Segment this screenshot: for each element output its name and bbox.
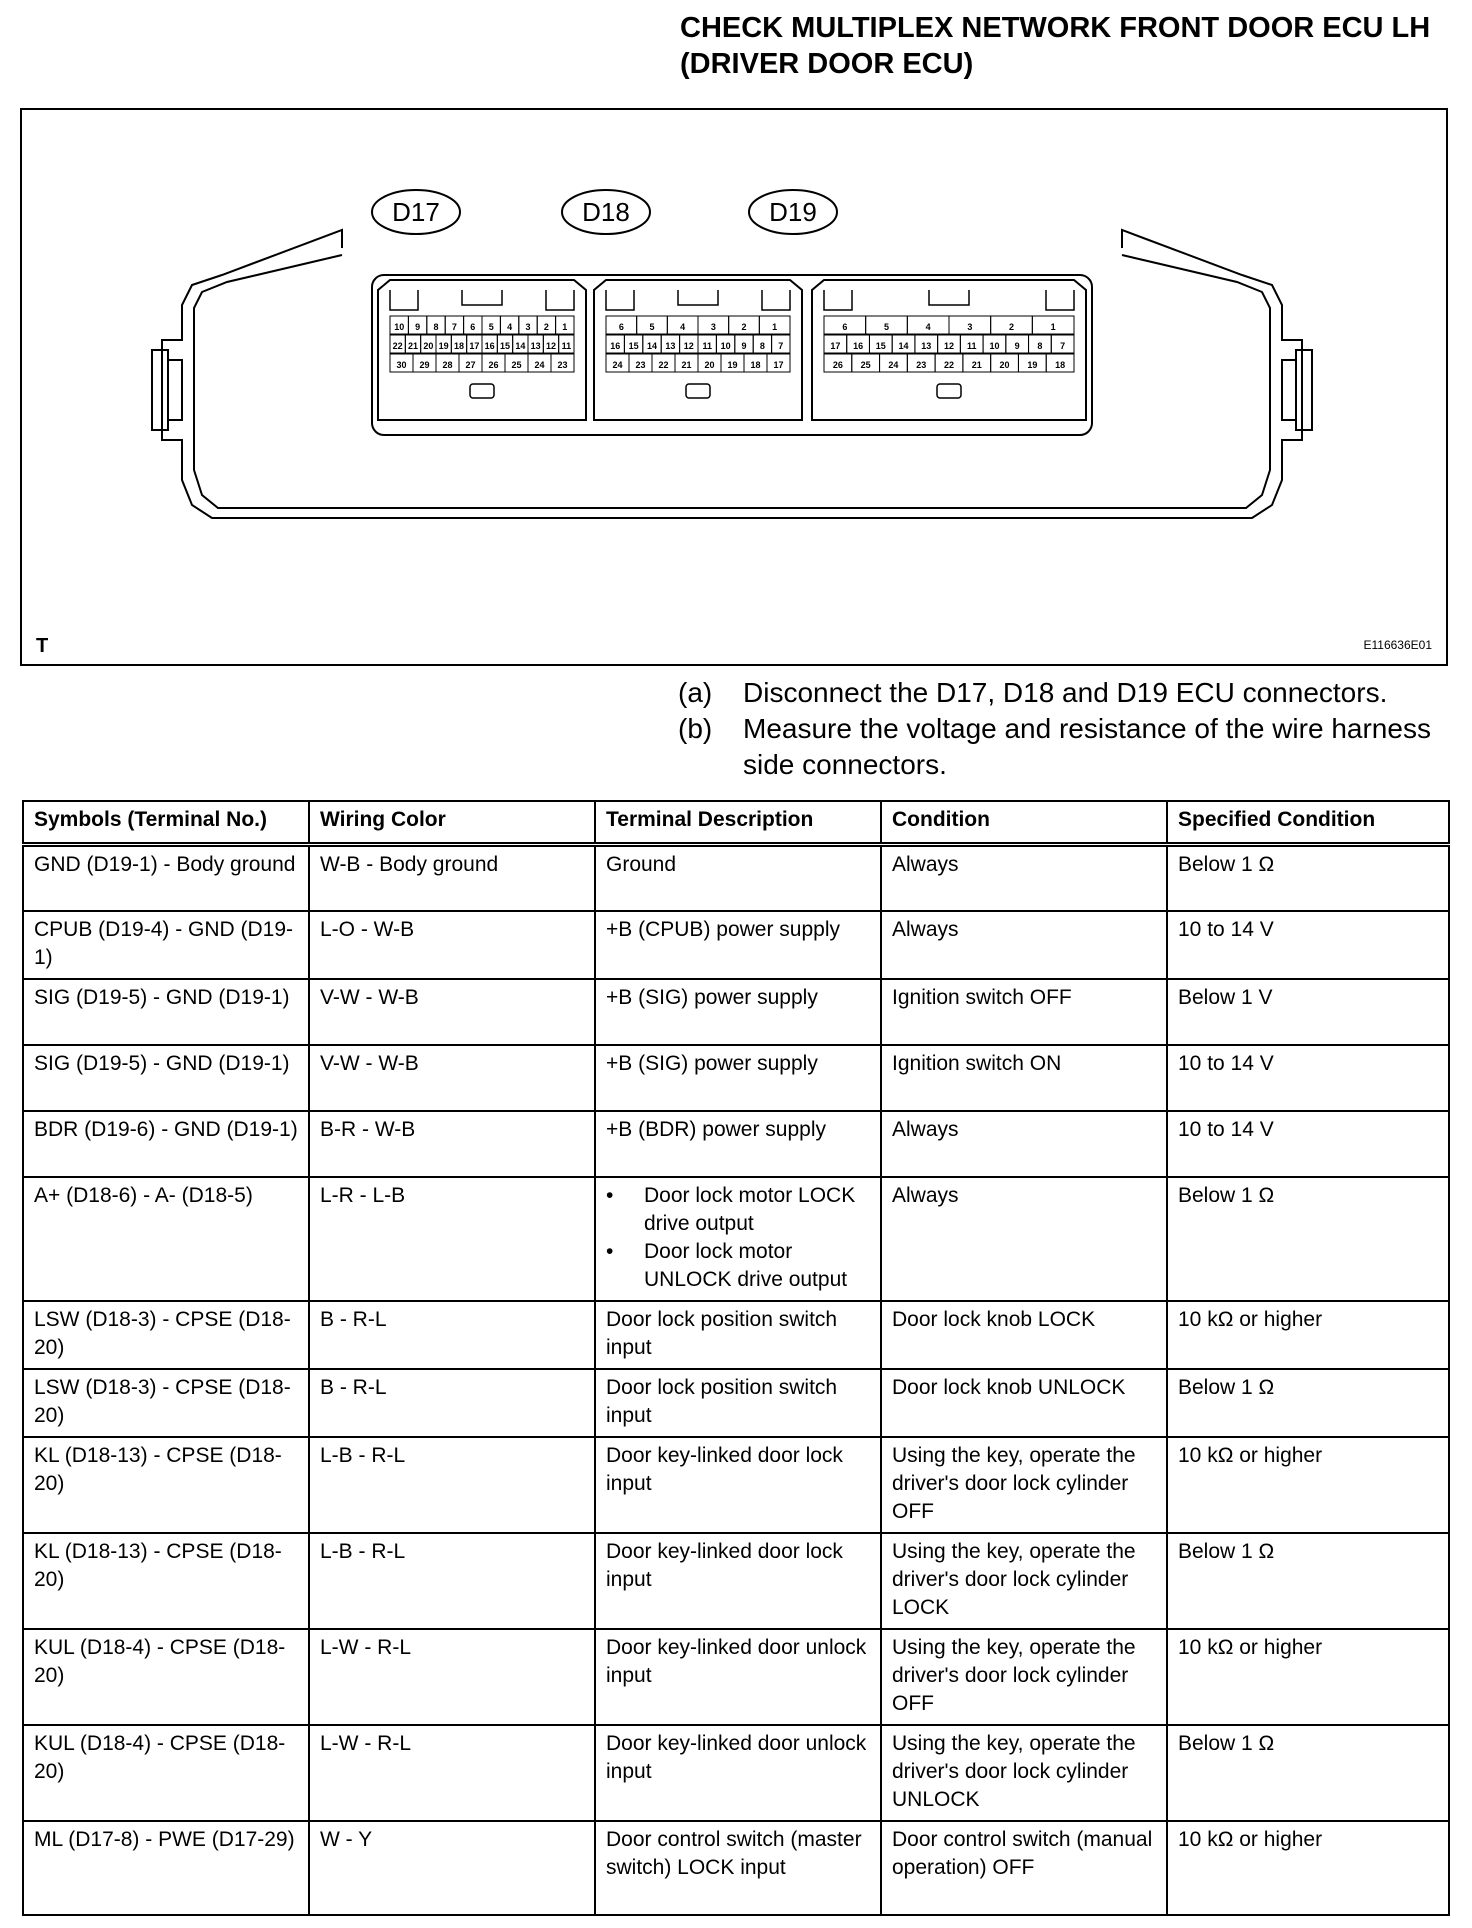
pin-number: 7 (1060, 341, 1066, 351)
pin-number: 12 (683, 341, 694, 351)
table-cell: Always (881, 1177, 1167, 1301)
bullet-list (606, 1182, 870, 1294)
table-cell: Door lock knob UNLOCK (881, 1369, 1167, 1437)
table-cell: W-B - Body ground (309, 845, 595, 911)
pin-number: 6 (470, 322, 476, 332)
pin-number: 3 (967, 322, 973, 332)
connector-figure (20, 108, 1448, 666)
step-label: (a) (678, 677, 713, 708)
table-header-row (23, 801, 1449, 845)
pin-number: 20 (999, 360, 1010, 370)
step-text: Disconnect the D17, D18 and D19 ECU connectors. (743, 677, 1388, 708)
pin-number: 21 (681, 360, 692, 370)
bullet-item: • Door lock motor UNLOCK drive output (644, 1238, 870, 1294)
table-cell: BDR (D19-6) - GND (D19-1) (23, 1111, 309, 1177)
table-cell: W - Y (309, 1821, 595, 1915)
pin-number: 11 (561, 341, 572, 351)
pin-number: 16 (484, 341, 495, 351)
pin-number: 10 (720, 341, 731, 351)
pin-number: 9 (1014, 341, 1020, 351)
pin-number: 17 (830, 341, 841, 351)
pin-number: 6 (618, 322, 624, 332)
pin-number: 11 (966, 341, 977, 351)
table-row (23, 1111, 1449, 1177)
pin-number: 9 (741, 341, 747, 351)
table-cell: +B (SIG) power supply (595, 1045, 881, 1111)
table-cell: L-W - R-L (309, 1629, 595, 1725)
table-cell: KUL (D18-4) - CPSE (D18-20) (23, 1725, 309, 1821)
table-row (23, 979, 1449, 1045)
table-cell: 10 kΩ or higher (1167, 1301, 1449, 1369)
table-cell: GND (D19-1) - Body ground (23, 845, 309, 911)
pin-number: 20 (423, 341, 434, 351)
table-cell: LSW (D18-3) - CPSE (D18-20) (23, 1301, 309, 1369)
table-cell: Below 1 Ω (1167, 845, 1449, 911)
pin-number: 21 (407, 341, 419, 351)
header-condition: Condition (881, 801, 1167, 845)
pin-number: 8 (1037, 341, 1043, 351)
table-row (23, 1301, 1449, 1369)
table-cell: Door lock knob LOCK (881, 1301, 1167, 1369)
pin-number: 19 (438, 341, 449, 351)
pin-number: 16 (610, 341, 621, 351)
pin-number: 2 (543, 322, 549, 332)
pin-number: 27 (465, 360, 476, 370)
pin-number: 24 (534, 360, 545, 370)
pin-number: 11 (702, 341, 712, 351)
pin-number: 4 (680, 322, 686, 332)
pin-number: 23 (557, 360, 568, 370)
pin-number: 13 (921, 341, 932, 351)
table-cell: Below 1 Ω (1167, 1369, 1449, 1437)
table-cell: Door key-linked door lock input (595, 1533, 881, 1629)
table-cell: 10 to 14 V (1167, 1045, 1449, 1111)
table-row (23, 1177, 1449, 1301)
table-cell: Using the key, operate the driver's door lock cylinder LOCK (881, 1533, 1167, 1629)
pin-number: 3 (525, 322, 531, 332)
table-cell: +B (BDR) power supply (595, 1111, 881, 1177)
connector-d17 (372, 190, 586, 420)
connector-d18 (562, 190, 802, 420)
figure-corner-letter: T (36, 635, 49, 657)
table-cell: LSW (D18-3) - CPSE (D18-20) (23, 1369, 309, 1437)
pin-number: 23 (916, 360, 927, 370)
table-cell: Below 1 V (1167, 979, 1449, 1045)
pin-number: 24 (612, 360, 623, 370)
connector-label: D18 (582, 197, 630, 227)
pin-number: 6 (842, 322, 848, 332)
pin-number: 22 (943, 360, 955, 370)
pin-number: 14 (646, 341, 658, 351)
table-cell: 10 to 14 V (1167, 1111, 1449, 1177)
table-cell: ML (D17-8) - PWE (D17-29) (23, 1821, 309, 1915)
pin-number: 18 (750, 360, 761, 370)
pin-number: 8 (759, 341, 765, 351)
table-cell: 10 kΩ or higher (1167, 1629, 1449, 1725)
table-cell: Below 1 Ω (1167, 1177, 1449, 1301)
pin-number: 25 (511, 360, 522, 370)
table-cell: L-O - W-B (309, 911, 595, 979)
pin-number: 22 (658, 360, 669, 370)
table-cell: 10 to 14 V (1167, 911, 1449, 979)
table-cell: Using the key, operate the driver's door lock cylinder UNLOCK (881, 1725, 1167, 1821)
pin-number: 1 (772, 322, 778, 332)
table-row (23, 1369, 1449, 1437)
pin-number: 14 (898, 341, 909, 351)
table-cell: Door control switch (master switch) LOCK input (595, 1821, 881, 1915)
pin-number: 13 (665, 341, 676, 351)
header-wiring-color: Wiring Color (309, 801, 595, 845)
pin-number: 20 (704, 360, 715, 370)
table-row (23, 1629, 1449, 1725)
pin-number: 8 (433, 322, 439, 332)
table-cell: B - R-L (309, 1301, 595, 1369)
table-cell: Using the key, operate the driver's door lock cylinder OFF (881, 1437, 1167, 1533)
pin-number: 21 (971, 360, 982, 370)
ecu-connector-diagram (22, 110, 1446, 664)
table-cell: L-B - R-L (309, 1533, 595, 1629)
figure-code: E116636E01 (1363, 638, 1432, 652)
table-cell: A+ (D18-6) - A- (D18-5) (23, 1177, 309, 1301)
pin-number: 23 (635, 360, 646, 370)
table-row (23, 1437, 1449, 1533)
table-row (23, 1533, 1449, 1629)
pin-number: 9 (415, 322, 421, 332)
table-cell: KL (D18-13) - CPSE (D18-20) (23, 1533, 309, 1629)
pin-number: 4 (507, 322, 513, 332)
pin-number: 5 (649, 322, 655, 332)
step-b (678, 711, 1458, 783)
table-row (23, 1725, 1449, 1821)
table-cell: SIG (D19-5) - GND (D19-1) (23, 1045, 309, 1111)
table-cell: L-R - L-B (309, 1177, 595, 1301)
pin-number: 16 (853, 341, 864, 351)
pin-number: 29 (419, 360, 430, 370)
pin-number: 19 (1027, 360, 1038, 370)
table-cell: Door lock position switch input (595, 1369, 881, 1437)
pin-number: 5 (488, 322, 494, 332)
pin-number: 18 (453, 341, 465, 351)
connector-label: D19 (769, 197, 817, 227)
pin-number: 18 (1055, 360, 1066, 370)
pin-number: 28 (442, 360, 453, 370)
table-row (23, 911, 1449, 979)
table-cell: Always (881, 1111, 1167, 1177)
pin-number: 22 (392, 341, 403, 351)
pin-number: 10 (394, 322, 405, 332)
table-cell: Door lock position switch input (595, 1301, 881, 1369)
pin-number: 5 (883, 322, 890, 332)
table-cell: KUL (D18-4) - CPSE (D18-20) (23, 1629, 309, 1725)
step-a (678, 675, 1458, 711)
pin-number: 1 (562, 322, 568, 332)
pin-number: 15 (875, 341, 886, 351)
table-row (23, 1821, 1449, 1915)
table-cell: Door key-linked door lock input (595, 1437, 881, 1533)
pin-number: 30 (396, 360, 407, 370)
table-cell: V-W - W-B (309, 1045, 595, 1111)
page-title: CHECK MULTIPLEX NETWORK FRONT DOOR ECU LH (DRIVER DOOR ECU) (680, 12, 1431, 80)
step-text: Measure the voltage and resistance of the wire harness side connectors. (743, 713, 1431, 780)
table-cell: Below 1 Ω (1167, 1533, 1449, 1629)
pin-number: 15 (499, 341, 511, 351)
pin-number: 12 (943, 341, 955, 351)
table-cell: 10 kΩ or higher (1167, 1437, 1449, 1533)
header-terminal-description: Terminal Description (595, 801, 881, 845)
table-cell: Using the key, operate the driver's door lock cylinder OFF (881, 1629, 1167, 1725)
table-cell: Below 1 Ω (1167, 1725, 1449, 1821)
table-cell: Always (881, 845, 1167, 911)
bullet-item: • Door lock motor LOCK drive output (644, 1182, 870, 1238)
pin-number: 13 (530, 341, 541, 351)
table-row (23, 845, 1449, 911)
table-cell: Door key-linked door unlock input (595, 1725, 881, 1821)
pin-number: 10 (989, 341, 1000, 351)
table-cell: Door control switch (manual operation) OFF (881, 1821, 1167, 1915)
pin-number: 17 (469, 341, 480, 351)
pin-number: 2 (1008, 322, 1015, 332)
table-cell (595, 1177, 881, 1301)
procedure-steps (678, 675, 1458, 783)
table-cell: SIG (D19-5) - GND (D19-1) (23, 979, 309, 1045)
table-cell: Ground (595, 845, 881, 911)
header-specified-condition: Specified Condition (1167, 801, 1449, 845)
pin-number: 26 (832, 360, 843, 370)
table-cell: B-R - W-B (309, 1111, 595, 1177)
step-label: (b) (678, 713, 713, 744)
table-cell: Always (881, 911, 1167, 979)
pin-number: 7 (451, 322, 457, 332)
table-row (23, 1045, 1449, 1111)
pin-number: 24 (888, 360, 899, 370)
table-cell: L-W - R-L (309, 1725, 595, 1821)
connector-label: D17 (392, 197, 440, 227)
table-cell: 10 kΩ or higher (1167, 1821, 1449, 1915)
table-cell: Ignition switch ON (881, 1045, 1167, 1111)
table-cell: B - R-L (309, 1369, 595, 1437)
pin-number: 14 (515, 341, 526, 351)
pin-number: 25 (860, 360, 871, 370)
table-cell: L-B - R-L (309, 1437, 595, 1533)
pin-number: 12 (545, 341, 557, 351)
pin-number: 3 (710, 322, 716, 332)
pin-number: 17 (773, 360, 784, 370)
table-cell: Ignition switch OFF (881, 979, 1167, 1045)
table-cell: KL (D18-13) - CPSE (D18-20) (23, 1437, 309, 1533)
pin-number: 1 (1050, 322, 1056, 332)
header-symbols: Symbols (Terminal No.) (23, 801, 309, 845)
table-cell: Door key-linked door unlock input (595, 1629, 881, 1725)
connector-d19 (749, 190, 1086, 420)
pin-number: 2 (741, 322, 747, 332)
pin-number: 4 (925, 322, 931, 332)
table-cell: +B (SIG) power supply (595, 979, 881, 1045)
table-cell: CPUB (D19-4) - GND (D19-1) (23, 911, 309, 979)
pin-number: 15 (628, 341, 639, 351)
table-cell: V-W - W-B (309, 979, 595, 1045)
pin-number: 19 (727, 360, 738, 370)
table-cell: +B (CPUB) power supply (595, 911, 881, 979)
specification-table (22, 800, 1450, 1916)
pin-number: 7 (778, 341, 784, 351)
pin-number: 26 (488, 360, 499, 370)
